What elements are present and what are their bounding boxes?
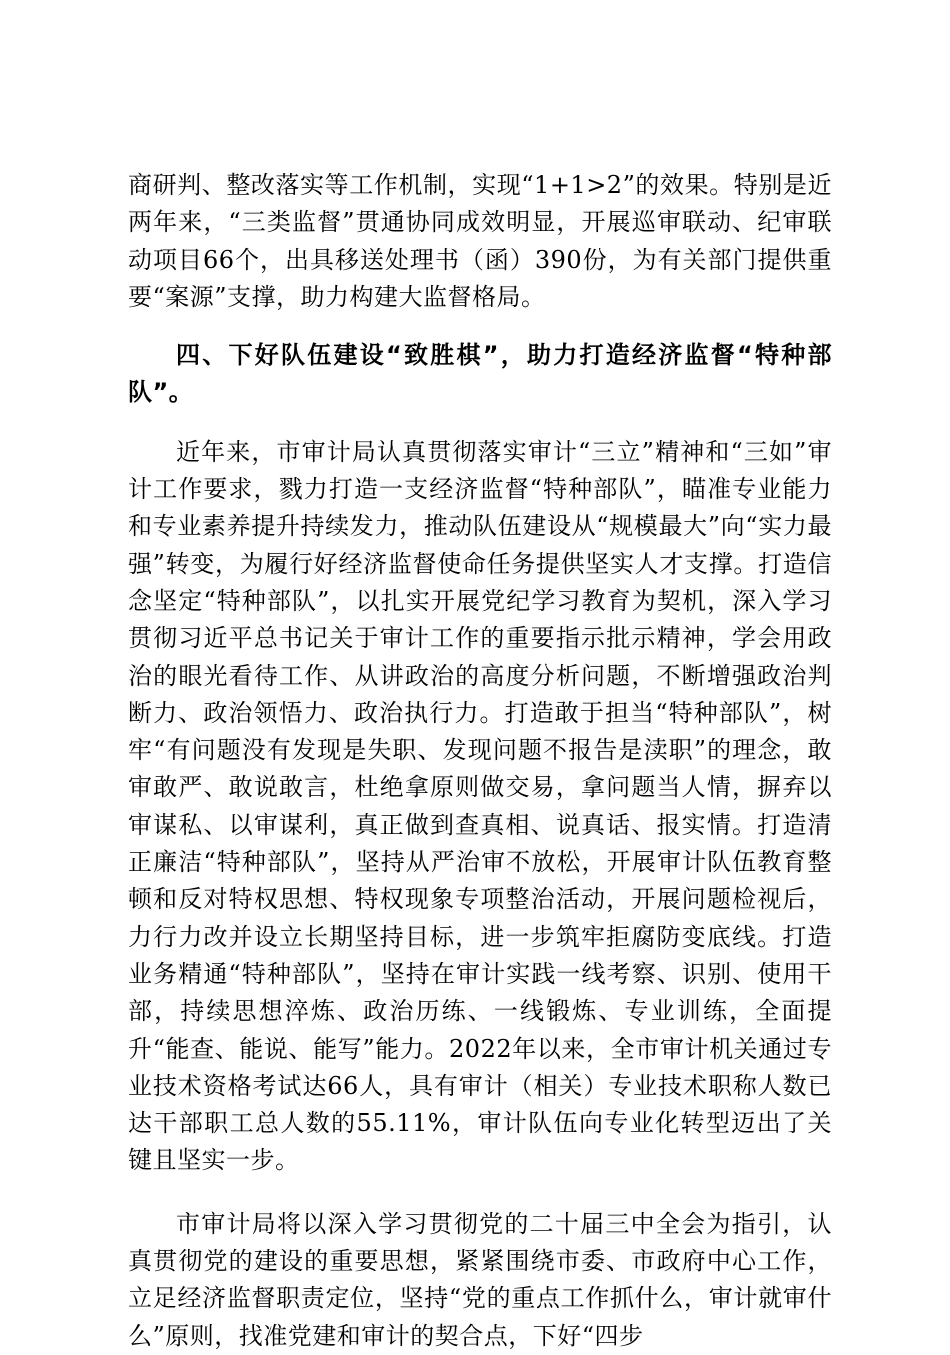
body-paragraph: 市审计局将以深入学习贯彻党的二十届三中全会为指引，认真贯彻党的建设的重要思想，紧紧围绕市委、市政府中心工作，立足经济监督职责定位，坚持“党的重点工作抓什么，审计就审什么”原则，找准党建和审计的契合点，下好“四步 [128, 1209, 832, 1350]
document-page [128, 167, 832, 1355]
section-heading: 四、下好队伍建设“致胜棋”，助力打造经济监督“特种部队”。 [128, 341, 832, 407]
body-paragraph-continued: 商研判、整改落实等工作机制，实现“1+1>2”的效果。特别是近两年来，“三类监督”贯通协同成效明显，开展巡审联动、纪审联动项目66个，出具移送处理书（函）390份，为有关部门提供重要“案源”支撑，助力构建大监督格局。 [128, 171, 832, 311]
body-paragraph: 近年来，市审计局认真贯彻落实审计“三立”精神和“三如”审计工作要求，戮力打造一支经济监督“特种部队”，瞄准专业能力和专业素养提升持续发力，推动队伍建设从“规模最大”向“实力最强”转变，为履行好经济监督使命任务提供坚实人才支撑。打造信念坚定“特种部队”，以扎实开展党纪学习教育为契机，深入学习贯彻习近平总书记关于审计工作的重要指示批示精神，学会用政治的眼光看待工作、从讲政治的高度分析问题，不断增强政治判断力、政治领悟力、政治执行力。打造敢于担当“特种部队”，树牢“有问题没有发现是失职、发现问题不报告是渎职”的理念，敢审敢严、敢说敢言，杜绝拿原则做交易，拿问题当人情，摒弃以审谋私、以审谋利，真正做到查真相、说真话、报实情。打造清正廉洁“特种部队”，坚持从严治审不放松，开展审计队伍教育整顿和反对特权思想、特权现象专项整治活动，开展问题检视后，力行力改并设立长期坚持目标，进一步筑牢拒腐防变底线。打造业务精通“特种部队”，坚持在审计实践一线考察、识别、使用干部，持续思想淬炼、政治历练、一线锻炼、专业训练，全面提升“能查、能说、能写”能力。2022年以来，全市审计机关通过专业技术资格考试达66人，具有审计（相关）专业技术职称人数已达干部职工总人数的55.11%，审计队伍向专业化转型迈出了关键且坚实一步。 [128, 437, 832, 1175]
